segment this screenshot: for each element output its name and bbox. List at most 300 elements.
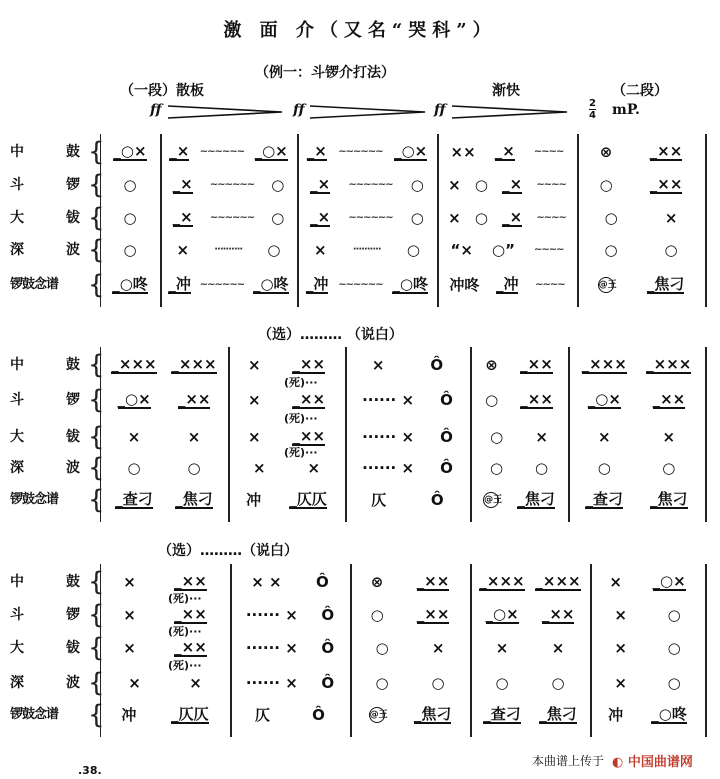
note-symbol: ○: [431, 674, 445, 692]
measure-row: [474, 675, 586, 691]
row-label-char: 波: [66, 460, 80, 476]
measure-row: [164, 144, 293, 160]
note-symbol: ×: [535, 428, 548, 446]
section-1-label: （一段）散板: [120, 83, 204, 99]
measure-row: [104, 144, 156, 160]
note-symbol: Ô: [430, 491, 444, 509]
measure-row: [301, 277, 433, 293]
note-symbol: _焦刁: [413, 705, 452, 723]
measure-row: [441, 144, 573, 160]
row-label-char: 锣鼓念谱: [10, 707, 59, 722]
note-symbol: ×: [128, 674, 141, 692]
barline: [160, 134, 162, 307]
brace-icon: {: [88, 137, 105, 167]
row-label-char: 中: [10, 574, 24, 590]
note-symbol: Ô: [321, 606, 335, 624]
measure-row: [474, 392, 564, 408]
row-label-char: 斗: [10, 177, 24, 193]
barline: [297, 134, 299, 307]
row-label: [10, 356, 80, 374]
brand-name: 中国曲谱网: [627, 755, 693, 770]
measure-row: [104, 574, 226, 590]
note-symbol: ○”: [491, 241, 515, 259]
note-symbol: ⊗: [485, 356, 498, 374]
measure-row: [441, 277, 573, 293]
note-symbol: ~~~~~~: [338, 146, 383, 157]
note-symbol: _仄仄: [171, 705, 209, 723]
brace-icon: {: [88, 485, 105, 515]
note-symbol: ×: [123, 606, 136, 624]
note-symbol: _冲: [305, 275, 329, 293]
measure-row: [474, 429, 564, 445]
note-symbol: ×: [187, 428, 201, 446]
note-symbol: ~~~~: [533, 146, 564, 157]
measure-row: [354, 607, 466, 623]
row-label-char: 大: [10, 210, 24, 226]
note-symbol: _××: [416, 605, 450, 623]
note-symbol: ×: [123, 573, 136, 591]
measure-row: [581, 210, 701, 226]
score-title: 激 面 介（又名“哭科”）: [223, 20, 497, 41]
brace-icon: {: [88, 350, 105, 380]
note-symbol: ×: [448, 209, 461, 227]
row-label-char: 锣: [66, 607, 80, 623]
note-symbol: × ×: [251, 573, 282, 591]
note-symbol: _×: [306, 142, 327, 160]
measure-row: [474, 492, 564, 508]
note-symbol: _××: [541, 605, 575, 623]
measure-row: [441, 210, 573, 226]
note-symbol: ○: [123, 241, 137, 259]
note-symbol: ⊗: [599, 143, 613, 161]
brace-icon: {: [88, 668, 105, 698]
row-label-char: 钹: [66, 640, 80, 656]
note-symbol: ○: [187, 459, 201, 477]
note-symbol: @王: [598, 277, 614, 293]
note-symbol: _×: [169, 142, 190, 160]
dynamic-ff-1: ff: [150, 102, 162, 118]
measure-row: [234, 707, 346, 723]
measure-row: [234, 607, 346, 623]
dynamic-ff-3: ff: [434, 102, 446, 118]
measure-row: [234, 574, 346, 590]
measure-row: [234, 640, 346, 656]
measure-row: [572, 492, 701, 508]
row-label: [10, 573, 80, 591]
measure-row: [301, 242, 433, 258]
note-symbol: ×: [123, 639, 136, 657]
tempo-accel: 渐快: [492, 83, 520, 99]
measure-row: [474, 357, 564, 373]
note-symbol: ○: [410, 209, 424, 227]
brace-icon: {: [88, 422, 105, 452]
note-symbol: 冲: [246, 491, 262, 509]
note-symbol: ×: [614, 606, 627, 624]
note-symbol: _××: [649, 142, 683, 160]
measure-row: [594, 675, 701, 691]
note-symbol: ○: [667, 606, 681, 624]
brace-icon: {: [88, 700, 105, 730]
measure-row: [232, 357, 341, 373]
note-symbol: ······ ×: [362, 391, 415, 409]
note-symbol: ×: [495, 639, 509, 657]
row-label-char: 锣鼓念谱: [10, 492, 59, 507]
brace-icon: {: [88, 633, 105, 663]
note-symbol: _○咚: [651, 705, 687, 723]
note-symbol: ~~~~~~: [199, 146, 245, 157]
note-symbol: ~~~~~~: [199, 279, 245, 290]
page-number: .38.: [78, 764, 102, 777]
note-symbol: ○: [375, 639, 389, 657]
note-symbol: ○: [597, 459, 611, 477]
measure-row: [164, 277, 293, 293]
barline: [437, 134, 439, 307]
measure-row: [572, 460, 701, 476]
note-symbol: _焦刁: [517, 490, 555, 508]
measure-row: [104, 492, 224, 508]
note-symbol: ○: [489, 459, 504, 477]
note-symbol: ×: [614, 639, 627, 657]
row-label: [10, 639, 80, 657]
note-symbol: ×: [371, 356, 385, 374]
measure-row: [301, 210, 433, 226]
measure-row: [594, 707, 701, 723]
note-symbol: _×: [310, 208, 331, 226]
measure-row: [164, 210, 293, 226]
row-label: [10, 674, 80, 692]
row-label-char: 钹: [66, 429, 80, 445]
note-symbol: ×: [662, 428, 676, 446]
note-symbol: ~~~~: [536, 179, 566, 190]
decrescendo-hairpins: [0, 98, 720, 122]
note-symbol: ○: [123, 209, 137, 227]
measure-row: [104, 392, 224, 408]
measure-row: [581, 277, 701, 293]
row-label-char: 深: [10, 675, 24, 691]
note-symbol: _××: [174, 605, 207, 623]
note-symbol: _××: [292, 427, 326, 445]
measure-row: [104, 607, 226, 623]
note-symbol: Ô: [440, 459, 453, 477]
measure-row: [349, 492, 466, 508]
note-symbol: _仄仄: [289, 490, 327, 508]
note-symbol: ×: [448, 176, 461, 194]
note-symbol: _○咚: [392, 275, 429, 293]
brace-icon: {: [88, 385, 105, 415]
note-symbol: ······ ×: [362, 459, 415, 477]
note-symbol: ○: [271, 209, 285, 227]
barline: [705, 564, 707, 737]
note-symbol: _焦刁: [175, 490, 213, 508]
barline: [230, 564, 232, 737]
measure-row: [572, 392, 701, 408]
row-label-char: 斗: [10, 607, 24, 623]
note-symbol: ○: [370, 606, 384, 624]
note-symbol: _查刁: [585, 490, 623, 508]
note-symbol: _×××: [479, 572, 525, 590]
system-caption: （选）………（说白）: [158, 543, 298, 559]
row-label-char: 鼓: [66, 357, 80, 373]
row-label-char: 深: [10, 460, 24, 476]
measure-row: [104, 177, 156, 193]
row-label: [10, 176, 80, 194]
note-symbol: ~~~~~~: [209, 212, 255, 223]
note-symbol: ○: [664, 241, 678, 259]
note-symbol: ×: [189, 674, 202, 692]
note-symbol: _××: [177, 390, 211, 408]
barline: [228, 347, 230, 522]
note-symbol: _冲: [495, 275, 519, 293]
barline: [590, 564, 592, 737]
note-symbol: ~~~~: [533, 244, 564, 255]
note-symbol: ······ ×: [245, 674, 298, 692]
note-symbol: ×: [176, 241, 190, 259]
note-symbol: ×: [252, 459, 266, 477]
measure-row: [164, 242, 293, 258]
note-symbol: ······ ×: [245, 639, 298, 657]
damp-annotation: (死)···: [168, 658, 202, 672]
note-symbol: 仄: [255, 706, 271, 724]
row-label-char: 锣鼓念谱: [10, 277, 59, 292]
note-symbol: _××: [520, 355, 553, 373]
note-symbol: ○: [662, 459, 676, 477]
note-symbol: ○: [474, 176, 488, 194]
row-label-char: 鼓: [66, 574, 80, 590]
note-symbol: _○×: [587, 390, 621, 408]
measure-row: [441, 242, 573, 258]
note-symbol: _××: [174, 572, 207, 590]
note-symbol: _×××: [581, 355, 627, 373]
row-label-char: 锣: [66, 392, 80, 408]
measure-row: [354, 574, 466, 590]
row-label-char: 大: [10, 640, 24, 656]
note-symbol: _冲: [168, 275, 191, 293]
example-label: （例一：斗锣介打法）: [255, 65, 395, 81]
measure-row: [104, 277, 156, 293]
measure-row: [232, 492, 341, 508]
row-label: [10, 606, 80, 624]
note-symbol: ×: [614, 674, 627, 692]
measure-row: [104, 707, 226, 723]
barline: [470, 564, 472, 737]
note-symbol: ○: [551, 674, 565, 692]
time-sig-bottom: 4: [589, 110, 596, 121]
note-symbol: _焦刁: [649, 490, 688, 508]
note-symbol: ×: [307, 459, 321, 477]
note-symbol: ×: [664, 209, 678, 227]
barline: [350, 564, 352, 737]
measure-row: [354, 675, 466, 691]
brace-icon: {: [88, 170, 105, 200]
note-symbol: ○: [474, 209, 488, 227]
brace-icon: {: [88, 270, 105, 300]
measure-row: [301, 177, 433, 193]
time-sig-top: 2: [589, 98, 596, 109]
note-symbol: ○: [667, 674, 681, 692]
note-symbol: Ô: [440, 428, 453, 446]
measure-row: [104, 242, 156, 258]
hairpin-3: [452, 106, 567, 118]
note-symbol: ×: [247, 391, 261, 409]
dynamic-mp: mP.: [612, 102, 640, 118]
note-symbol: ×: [247, 428, 261, 446]
note-symbol: _×: [172, 208, 193, 226]
note-symbol: ······ ×: [245, 606, 298, 624]
note-symbol: ○: [267, 241, 281, 259]
row-label-char: 深: [10, 242, 24, 258]
note-symbol: _×××: [171, 355, 217, 373]
note-symbol: ○: [495, 674, 509, 692]
note-symbol: _××: [174, 638, 207, 656]
note-symbol: ··········: [214, 244, 243, 255]
site-brand[interactable]: [612, 751, 693, 770]
note-symbol: _×: [310, 175, 331, 193]
measure-row: [474, 460, 564, 476]
measure-row: [104, 210, 156, 226]
row-label: [10, 491, 80, 509]
damp-annotation: (死)···: [284, 411, 318, 425]
note-symbol: _○×: [652, 572, 686, 590]
row-label-char: 斗: [10, 392, 24, 408]
row-label: [10, 428, 80, 446]
note-symbol: ~~~~~~: [209, 179, 255, 190]
note-symbol: _查刁: [483, 705, 521, 723]
note-symbol: @王: [483, 492, 499, 508]
row-label-char: 中: [10, 357, 24, 373]
row-label-char: 锣: [66, 177, 80, 193]
note-symbol: ~~~~~~: [338, 279, 383, 290]
note-symbol: _××: [520, 390, 553, 408]
note-symbol: _○×: [117, 390, 151, 408]
row-label-char: 中: [10, 144, 24, 160]
note-symbol: _××: [292, 355, 326, 373]
note-symbol: ×: [609, 573, 622, 591]
note-symbol: _×: [502, 208, 523, 226]
measure-row: [349, 392, 466, 408]
note-symbol: _○咚: [112, 275, 148, 293]
note-symbol: ○: [127, 459, 141, 477]
note-symbol: _×: [502, 175, 523, 193]
hairpin-1: [168, 106, 282, 118]
note-symbol: ○: [667, 639, 681, 657]
note-symbol: _×××: [646, 355, 692, 373]
note-symbol: _焦刁: [646, 275, 685, 293]
barline: [345, 347, 347, 522]
measure-row: [581, 177, 701, 193]
note-symbol: ○: [490, 428, 504, 446]
row-label: [10, 706, 80, 724]
hairpin-2: [310, 106, 425, 118]
measure-row: [594, 640, 701, 656]
measure-row: [104, 640, 226, 656]
measure-row: [581, 242, 701, 258]
note-symbol: ○: [406, 241, 420, 259]
row-label: [10, 276, 80, 294]
note-symbol: ×: [551, 639, 565, 657]
measure-row: [594, 574, 701, 590]
note-symbol: 冲: [121, 706, 137, 724]
note-symbol: _××: [292, 390, 326, 408]
row-label-char: 波: [66, 242, 80, 258]
note-symbol: _×: [172, 175, 193, 193]
note-symbol: Ô: [440, 391, 453, 409]
row-label: [10, 209, 80, 227]
damp-annotation: (死)···: [284, 445, 318, 459]
note-symbol: _○×: [254, 142, 288, 160]
row-label-char: 大: [10, 429, 24, 445]
row-label: [10, 241, 80, 259]
note-symbol: _焦刁: [539, 705, 577, 723]
measure-row: [349, 460, 466, 476]
measure-row: [581, 144, 701, 160]
measure-row: [232, 460, 341, 476]
measure-row: [354, 640, 466, 656]
brace-icon: {: [88, 567, 105, 597]
note-symbol: ××: [450, 143, 476, 161]
measure-row: [232, 429, 341, 445]
measure-row: [104, 357, 224, 373]
note-symbol: ~~~~: [535, 279, 565, 290]
note-symbol: _××: [649, 175, 683, 193]
measure-row: [349, 429, 466, 445]
damp-annotation: (死)···: [168, 591, 202, 605]
note-symbol: ○: [604, 241, 618, 259]
note-symbol: ×: [247, 356, 261, 374]
note-symbol: ×: [127, 428, 141, 446]
measure-row: [104, 429, 224, 445]
measure-row: [164, 177, 293, 193]
upload-text: 本曲谱上传于: [532, 754, 605, 768]
section-2-label: （二段）: [612, 83, 668, 99]
measure-row: [474, 707, 586, 723]
measure-row: [474, 640, 586, 656]
note-symbol: ×: [431, 639, 445, 657]
row-label: [10, 459, 80, 477]
note-symbol: Ô: [312, 706, 325, 724]
measure-row: [349, 357, 466, 373]
note-symbol: _×××: [535, 572, 581, 590]
note-symbol: ······ ×: [362, 428, 415, 446]
dynamic-ff-2: ff: [293, 102, 305, 118]
note-symbol: _×: [494, 142, 515, 160]
note-symbol: _××: [652, 390, 686, 408]
measure-row: [104, 460, 224, 476]
note-symbol: ··········: [352, 244, 381, 255]
barline: [705, 134, 707, 307]
measure-row: [301, 144, 433, 160]
note-symbol: ~~~~~~: [348, 179, 393, 190]
brace-icon: {: [88, 235, 105, 265]
note-symbol: 仄: [371, 491, 387, 509]
note-symbol: ○: [123, 176, 137, 194]
damp-annotation: (死)···: [284, 375, 318, 389]
note-symbol: 冲: [608, 706, 624, 724]
note-symbol: _○咚: [252, 275, 289, 293]
measure-row: [232, 392, 341, 408]
note-symbol: _××: [416, 572, 450, 590]
note-symbol: 冲咚: [449, 276, 480, 294]
brace-icon: {: [88, 600, 105, 630]
note-symbol: ○: [604, 209, 618, 227]
note-symbol: _○×: [394, 142, 428, 160]
note-symbol: ○: [599, 176, 613, 194]
measure-row: [441, 177, 573, 193]
barline: [577, 134, 579, 307]
row-label: [10, 143, 80, 161]
note-symbol: ~~~~~~: [348, 212, 393, 223]
row-label-char: 钹: [66, 210, 80, 226]
barline: [568, 347, 570, 522]
